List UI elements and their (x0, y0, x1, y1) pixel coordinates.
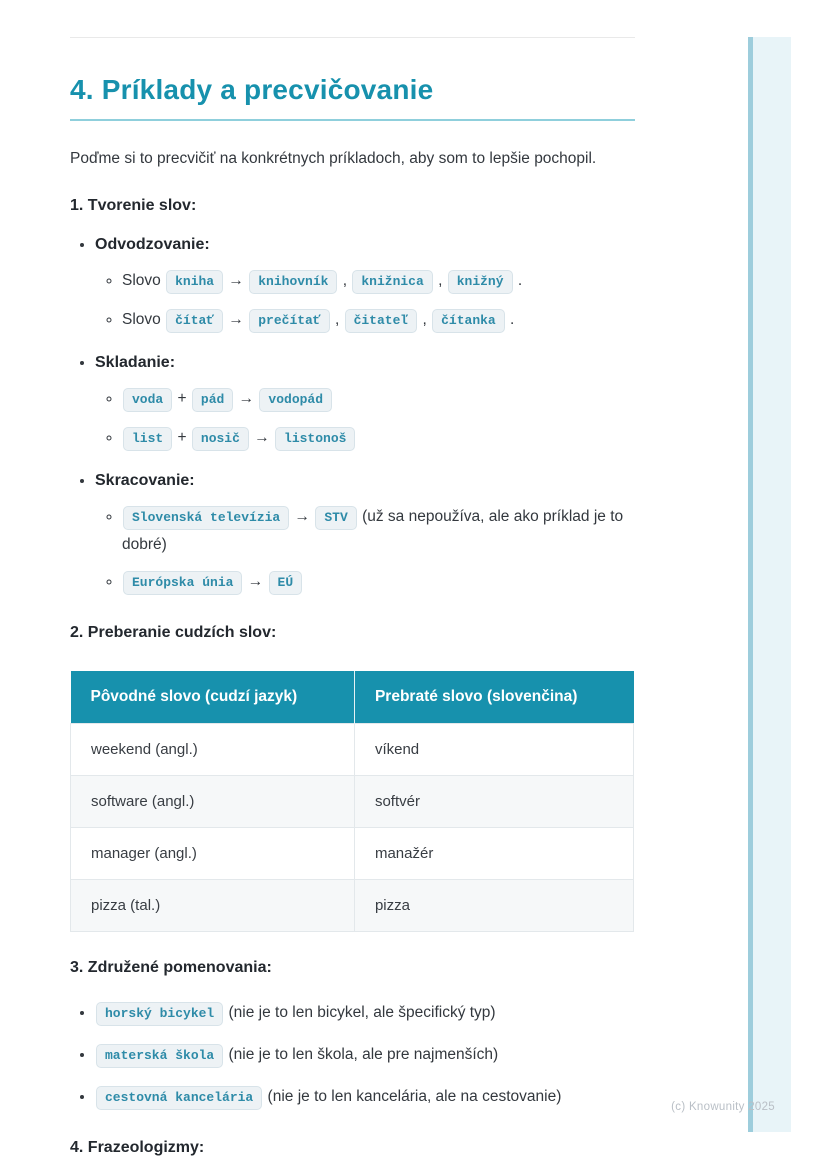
section-heading-phraseology: 4. Frazeologizmy: (70, 1139, 205, 1156)
list-item (122, 569, 652, 597)
scrollbar-strip[interactable] (748, 37, 791, 1132)
code-badge: horský bicykel (96, 1002, 223, 1026)
table-cell: pizza (tal.) (71, 880, 355, 932)
list-item (122, 504, 652, 558)
table-cell: softvér (354, 776, 633, 828)
inline-text: → (249, 429, 275, 446)
inline-text: . (505, 311, 515, 328)
table-cell: software (angl.) (71, 776, 355, 828)
compound-names-list (70, 999, 730, 1112)
code-badge: materská škola (96, 1044, 223, 1068)
list-item (95, 999, 730, 1028)
inline-text: , (418, 311, 432, 328)
section-heading-word-formation: 1. Tvorenie slov: (70, 197, 197, 214)
table-header (71, 671, 634, 724)
loanwords-table (70, 671, 634, 932)
table-cell: weekend (angl.) (71, 724, 355, 776)
code-badge: prečítať (249, 309, 329, 333)
table-header-cell: Prebraté slovo (slovenčina) (354, 671, 633, 724)
table-row (71, 828, 634, 880)
code-badge: čítať (166, 309, 223, 333)
code-badge: knihovník (249, 270, 337, 294)
list-group-label: Odvodzovanie: (95, 236, 210, 253)
table-body (71, 724, 634, 932)
inline-text: (nie je to len škola, ale pre najmenších) (224, 1046, 499, 1063)
code-badge: Európska únia (123, 571, 242, 595)
code-badge: kniha (166, 270, 223, 294)
inline-text: , (338, 272, 352, 289)
copyright-notice: (c) Knowunity 2025 (671, 1101, 775, 1113)
code-badge: list (123, 427, 172, 451)
table-row (71, 776, 634, 828)
inline-text: , (433, 272, 447, 289)
inline-text: (nie je to len kancelária, ale na cestovanie) (263, 1088, 562, 1105)
inline-text: + (173, 429, 191, 446)
inline-text: → (243, 573, 268, 590)
inline-text: → (224, 311, 249, 328)
list-item (95, 1041, 730, 1070)
list-item (122, 386, 652, 414)
list-item (122, 425, 652, 453)
code-badge: čitateľ (345, 309, 418, 333)
inline-text: → (290, 508, 315, 525)
table-row (71, 724, 634, 776)
code-badge: listonoš (275, 427, 355, 451)
inline-text: Slovo (122, 272, 166, 289)
list-item (95, 1083, 730, 1112)
abbreviation-sublist (95, 504, 730, 597)
compounding-sublist (95, 386, 730, 453)
code-badge: čítanka (432, 309, 505, 333)
code-badge: vodopád (259, 388, 332, 412)
table-cell: pizza (354, 880, 633, 932)
section-heading-compound-names: 3. Združené pomenovania: (70, 959, 272, 976)
top-divider (70, 37, 635, 38)
code-badge: EÚ (269, 571, 303, 595)
table-header-cell: Pôvodné slovo (cudzí jazyk) (71, 671, 355, 724)
intro-paragraph: Poďme si to precvičiť na konkrétnych príkladoch, aby som to lepšie pochopil. (70, 150, 597, 167)
list-item-abbreviation (95, 469, 730, 597)
inline-text: , (330, 311, 344, 328)
inline-text: (nie je to len bicykel, ale špecifický typ) (224, 1004, 496, 1021)
inline-text: → (234, 390, 259, 407)
inline-text: → (224, 272, 249, 289)
list-group-label: Skladanie: (95, 354, 176, 371)
document-content (70, 0, 730, 1157)
code-badge: pád (192, 388, 233, 412)
list-item-derivation (95, 233, 730, 335)
inline-text: + (173, 390, 191, 407)
table-cell: manager (angl.) (71, 828, 355, 880)
list-item (122, 268, 652, 296)
page-title: 4. Príklady a precvičovanie (70, 74, 635, 121)
table-cell: víkend (354, 724, 633, 776)
inline-text: Slovo (122, 311, 166, 328)
derivation-sublist (95, 268, 730, 335)
list-item-compounding (95, 351, 730, 453)
code-badge: cestovná kancelária (96, 1086, 262, 1110)
code-badge: Slovenská televízia (123, 506, 289, 530)
list-item (122, 307, 652, 335)
table-row (71, 880, 634, 932)
code-badge: voda (123, 388, 172, 412)
code-badge: knižný (448, 270, 513, 294)
table-cell: manažér (354, 828, 633, 880)
inline-text: . (513, 272, 523, 289)
list-group-label: Skracovanie: (95, 472, 195, 489)
code-badge: knižnica (352, 270, 432, 294)
inline-text: (už sa nepoužíva, ale ako príklad je to dobré) (122, 508, 624, 553)
code-badge: nosič (192, 427, 249, 451)
word-formation-list (70, 233, 730, 597)
section-heading-loanwords: 2. Preberanie cudzích slov: (70, 624, 277, 641)
code-badge: STV (315, 506, 356, 530)
